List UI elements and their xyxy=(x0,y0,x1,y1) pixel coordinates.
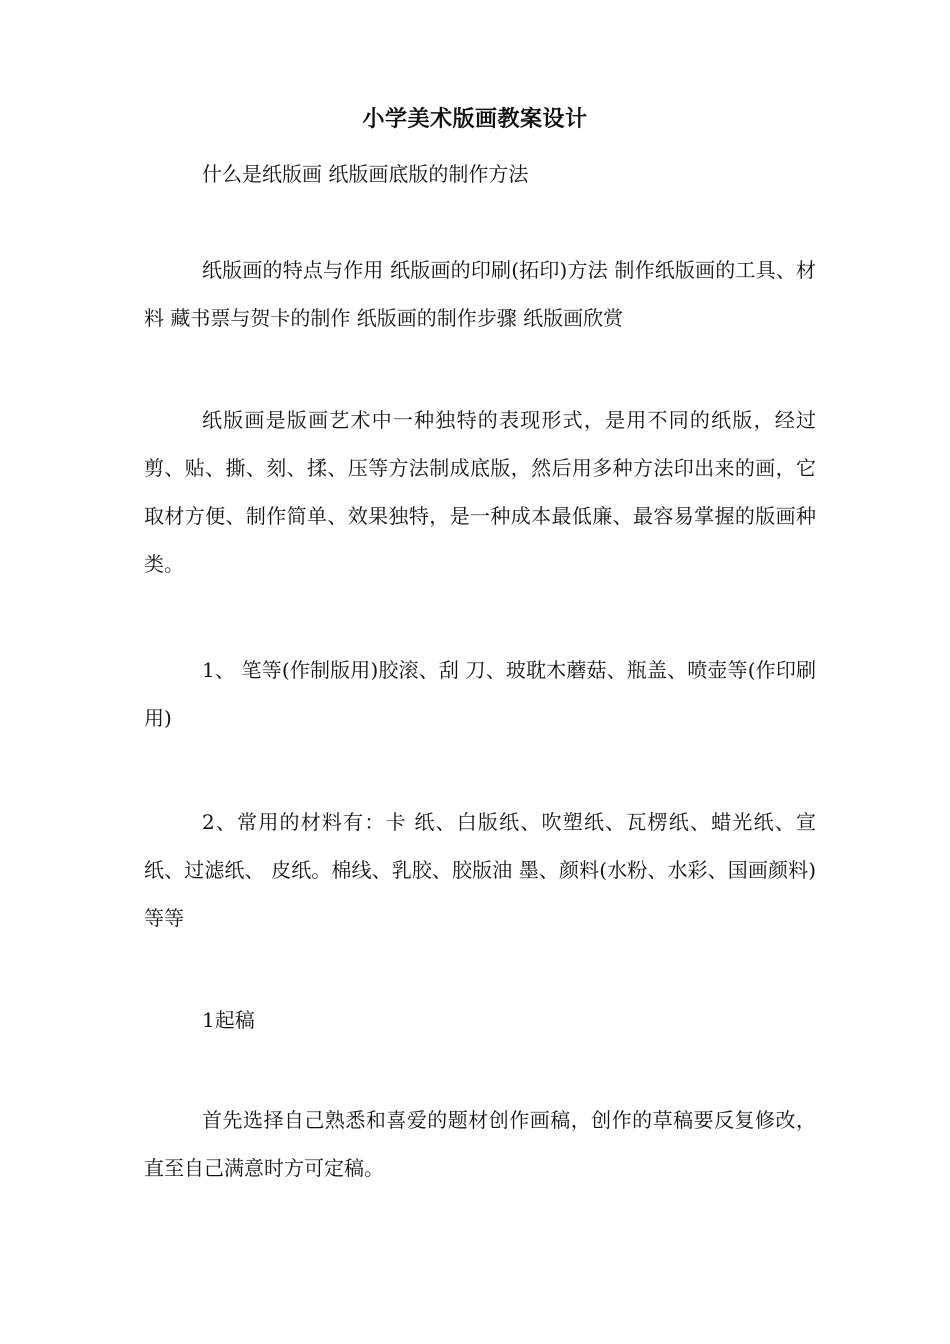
paragraph-drafting: 首先选择自己熟悉和喜爱的题材创作画稿，创作的草稿要反复修改，直至自己满意时方可定稿。 xyxy=(144,1108,816,1180)
document-title: 小学美术版画教案设计 xyxy=(362,106,588,132)
paragraph-topics-1: 什么是纸版画 纸版画底版的制作方法 xyxy=(202,162,529,186)
paragraph-definition: 纸版画是版画艺术中一种独特的表现形式，是用不同的纸版，经过剪、贴、撕、刻、揉、压等方法制成底版，然后用多种方法印出来的画，它取材方便、制作简单、效果独特，是一种成本最低廉、最容易掌握的版画种类。 xyxy=(144,408,816,576)
step-heading-drafting: 1起稿 xyxy=(202,1008,255,1032)
paragraph-materials: 2、常用的材料有：卡 纸、白版纸、吹塑纸、瓦楞纸、蜡光纸、宣纸、过滤纸、 皮纸。棉线、乳胶、胶版油 墨、颜料(水粉、水彩、国画颜料)等等 xyxy=(144,810,816,930)
paragraph-topics-2: 纸版画的特点与作用 纸版画的印刷(拓印)方法 制作纸版画的工具、材料 藏书票与贺卡的制作 纸版画的制作步骤 纸版画欣赏 xyxy=(144,258,816,330)
paragraph-tools: 1、 笔等(作制版用)胶滚、刮 刀、玻耽木蘑菇、瓶盖、喷壶等(作印刷用) xyxy=(144,658,816,730)
